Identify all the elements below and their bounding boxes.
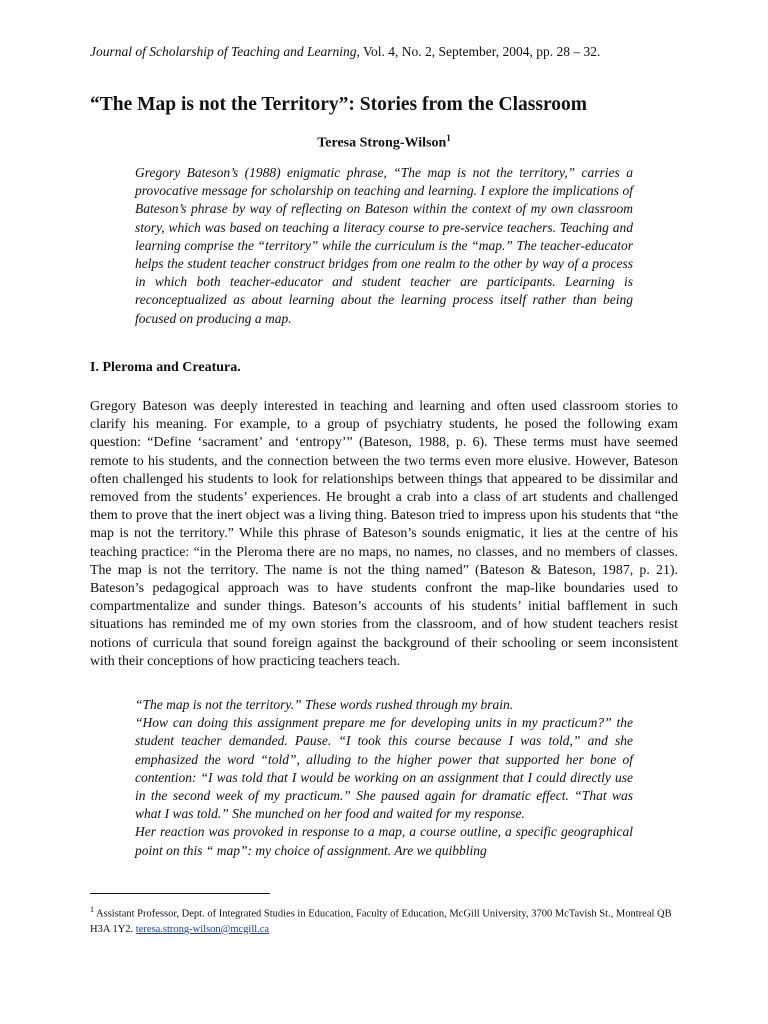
block-quote — [135, 696, 633, 860]
quote-line-3: Her reaction was provoked in response to a map, a course outline, a specific geographical point on this “ map”: my choice of assignment. Are we quibbling — [135, 824, 633, 858]
paper-title: “The Map is not the Territory”: Stories from the Classroom — [90, 94, 588, 115]
footnote-text: Assistant Professor, Dept. of Integrated Studies in Education, Faculty of Education, McGill University, 3700 McTavish St., Montreal QB H3A 1Y2. — [90, 908, 672, 935]
footnote-rule — [90, 893, 270, 894]
quote-line-2: “How can doing this assignment prepare me for developing units in my practicum?” the student teacher demanded. Pause. “I took this course because I was told,” and she emphasized the word “told”, alluding to the higher power that supported her bone of contention: “I was told that I would be working on an assignment that I could directly use in the second week of my practicum.” She paused again for dramatic effect. “That was what I was told.” She munched on her food and waited for my response. — [135, 715, 633, 822]
journal-header — [90, 44, 600, 60]
journal-citation: Vol. 4, No. 2, September, 2004, pp. 28 – 32. — [359, 44, 601, 59]
abstract: Gregory Bateson’s (1988) enigmatic phrase, “The map is not the territory,” carries a provocative message for scholarship on teaching and learning. I explore the implications of Bateson’s phrase by way of reflecting on Bateson within the context of my own classroom story, which was based on teaching a literacy course to pre-service teachers. Teaching and learning comprise the “territory” while the curriculum is the “map.” The teacher-educator helps the student teacher construct bridges from one realm to the other by way of a process in which both teacher-educator and student teacher are participants. Learning is reconceptualized as about learning about the learning process itself rather than being focused on producing a map. — [135, 165, 633, 326]
quote-line-1: “The map is not the territory.” These words rushed through my brain. — [135, 697, 514, 712]
section-heading: I. Pleroma and Creatura. — [90, 360, 241, 375]
footnote — [90, 902, 690, 937]
body-paragraph: Gregory Bateson was deeply interested in teaching and learning and often used classroom stories to clarify his meaning. For example, to a group of psychiatry students, he posed the following exam question: “Define ‘sacrament’ and ‘entropy’” (Bateson, 1988, p. 6). These terms must have seemed remote to his students, and the connection between the two terms even more elusive. However, Bateson often challenged his students to look for relationships between things that appeared to be dissimilar and removed from the students’ experiences. He brought a crab into a class of art students and challenged them to prove that the inert object was a living thing. Bateson tried to impress upon his students that “the map is not the territory.” While this phrase of Bateson’s sounds enigmatic, it lies at the centre of his teaching practice: “in the Pleroma there are no maps, no names, no classes, and no members of classes. The map is not the territory. The name is not the thing named” (Bateson & Bateson, 1987, p. 21). Bateson’s pedagogical approach was to have students confront the map-like boundaries used to compartmentalize and sunder things. Bateson’s accounts of his students’ initial bafflement in such situations has reminded me of my own stories from the classroom, and of how student teachers resist notions of curricula that sound foreign against the background of their schooling or seem inconsistent with their conceptions of how practicing teachers teach. — [90, 399, 678, 669]
author-footnote-mark: 1 — [446, 133, 451, 143]
author-name: Teresa Strong-Wilson — [317, 135, 447, 151]
footnote-mark: 1 — [90, 905, 94, 914]
author-line — [0, 133, 768, 152]
footnote-email-link[interactable]: teresa.strong-wilson@mcgill.ca — [135, 923, 270, 935]
journal-name: Journal of Scholarship of Teaching and Learning, — [90, 44, 360, 59]
